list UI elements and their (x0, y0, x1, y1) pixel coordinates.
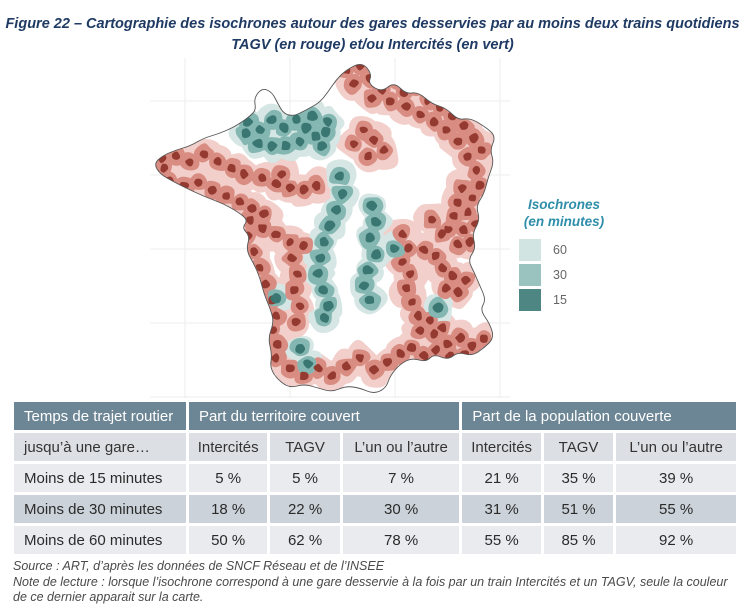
value-cell: 92 % (616, 526, 736, 554)
table-row (14, 526, 736, 554)
subheader-cell: jusqu’à une gare… (14, 433, 186, 461)
coverage-table-zone (11, 399, 739, 557)
table-row (14, 495, 736, 523)
value-cell: 51 % (544, 495, 613, 523)
value-cell: 55 % (616, 495, 736, 523)
value-cell: 22 % (270, 495, 339, 523)
legend-swatch-15 (519, 289, 541, 311)
value-cell: 21 % (462, 464, 540, 492)
map-legend (512, 196, 632, 314)
header-population: Part de la population couverte (462, 402, 736, 430)
table-header-row (14, 402, 736, 430)
value-cell: 5 % (189, 464, 267, 492)
legend-swatch-30 (519, 264, 541, 286)
legend-items (519, 239, 632, 311)
coverage-table (11, 399, 739, 557)
subheader-cell: TAGV (544, 433, 613, 461)
legend-title-line1: Isochrones (527, 197, 601, 212)
table-subheader-row (14, 433, 736, 461)
value-cell: 35 % (544, 464, 613, 492)
legend-label: 30 (553, 268, 567, 282)
france-map-svg (150, 58, 510, 398)
reading-note: Note de lecture : lorsque l’isochrone correspond à une gare desservie à la fois par un train Intercités et un TAGV, seule la couleur de ce dernier apparait sur la carte. (13, 574, 728, 604)
header-territory: Part du territoire couvert (189, 402, 459, 430)
subheader-cell: TAGV (270, 433, 339, 461)
value-cell: 30 % (343, 495, 460, 523)
value-cell: 39 % (616, 464, 736, 492)
legend-swatch-60 (519, 239, 541, 261)
figure-title (0, 14, 745, 56)
value-cell: 78 % (343, 526, 460, 554)
header-travel-time: Temps de trajet routier (14, 402, 186, 430)
legend-item-15 (519, 289, 632, 311)
legend-item-30 (519, 264, 632, 286)
legend-label: 15 (553, 293, 567, 307)
figure-notes (13, 559, 739, 605)
row-label: Moins de 15 minutes (14, 464, 186, 492)
source-note: Source : ART, d’après les données de SNCF Réseau et de l’INSEE (13, 559, 385, 573)
subheader-cell: Intercités (462, 433, 540, 461)
value-cell: 55 % (462, 526, 540, 554)
value-cell: 50 % (189, 526, 267, 554)
value-cell: 31 % (462, 495, 540, 523)
value-cell: 85 % (544, 526, 613, 554)
legend-item-60 (519, 239, 632, 261)
legend-label: 60 (553, 243, 567, 257)
value-cell: 62 % (270, 526, 339, 554)
isochrone-map (150, 58, 510, 398)
legend-title-line2: (en minutes) (523, 214, 605, 229)
subheader-cell: L’un ou l’autre (343, 433, 460, 461)
figure-title-line1: Figure 22 – Cartographie des isochrones autour des gares desservies par au moins deux trains quotidiens (5, 16, 740, 32)
subheader-cell: L’un ou l’autre (616, 433, 736, 461)
subheader-cell: Intercités (189, 433, 267, 461)
figure-title-line2: TAGV (en rouge) et/ou Intercités (en vert) (231, 37, 514, 53)
value-cell: 5 % (270, 464, 339, 492)
value-cell: 18 % (189, 495, 267, 523)
row-label: Moins de 30 minutes (14, 495, 186, 523)
row-label: Moins de 60 minutes (14, 526, 186, 554)
value-cell: 7 % (343, 464, 460, 492)
legend-title (512, 196, 616, 230)
table-row (14, 464, 736, 492)
